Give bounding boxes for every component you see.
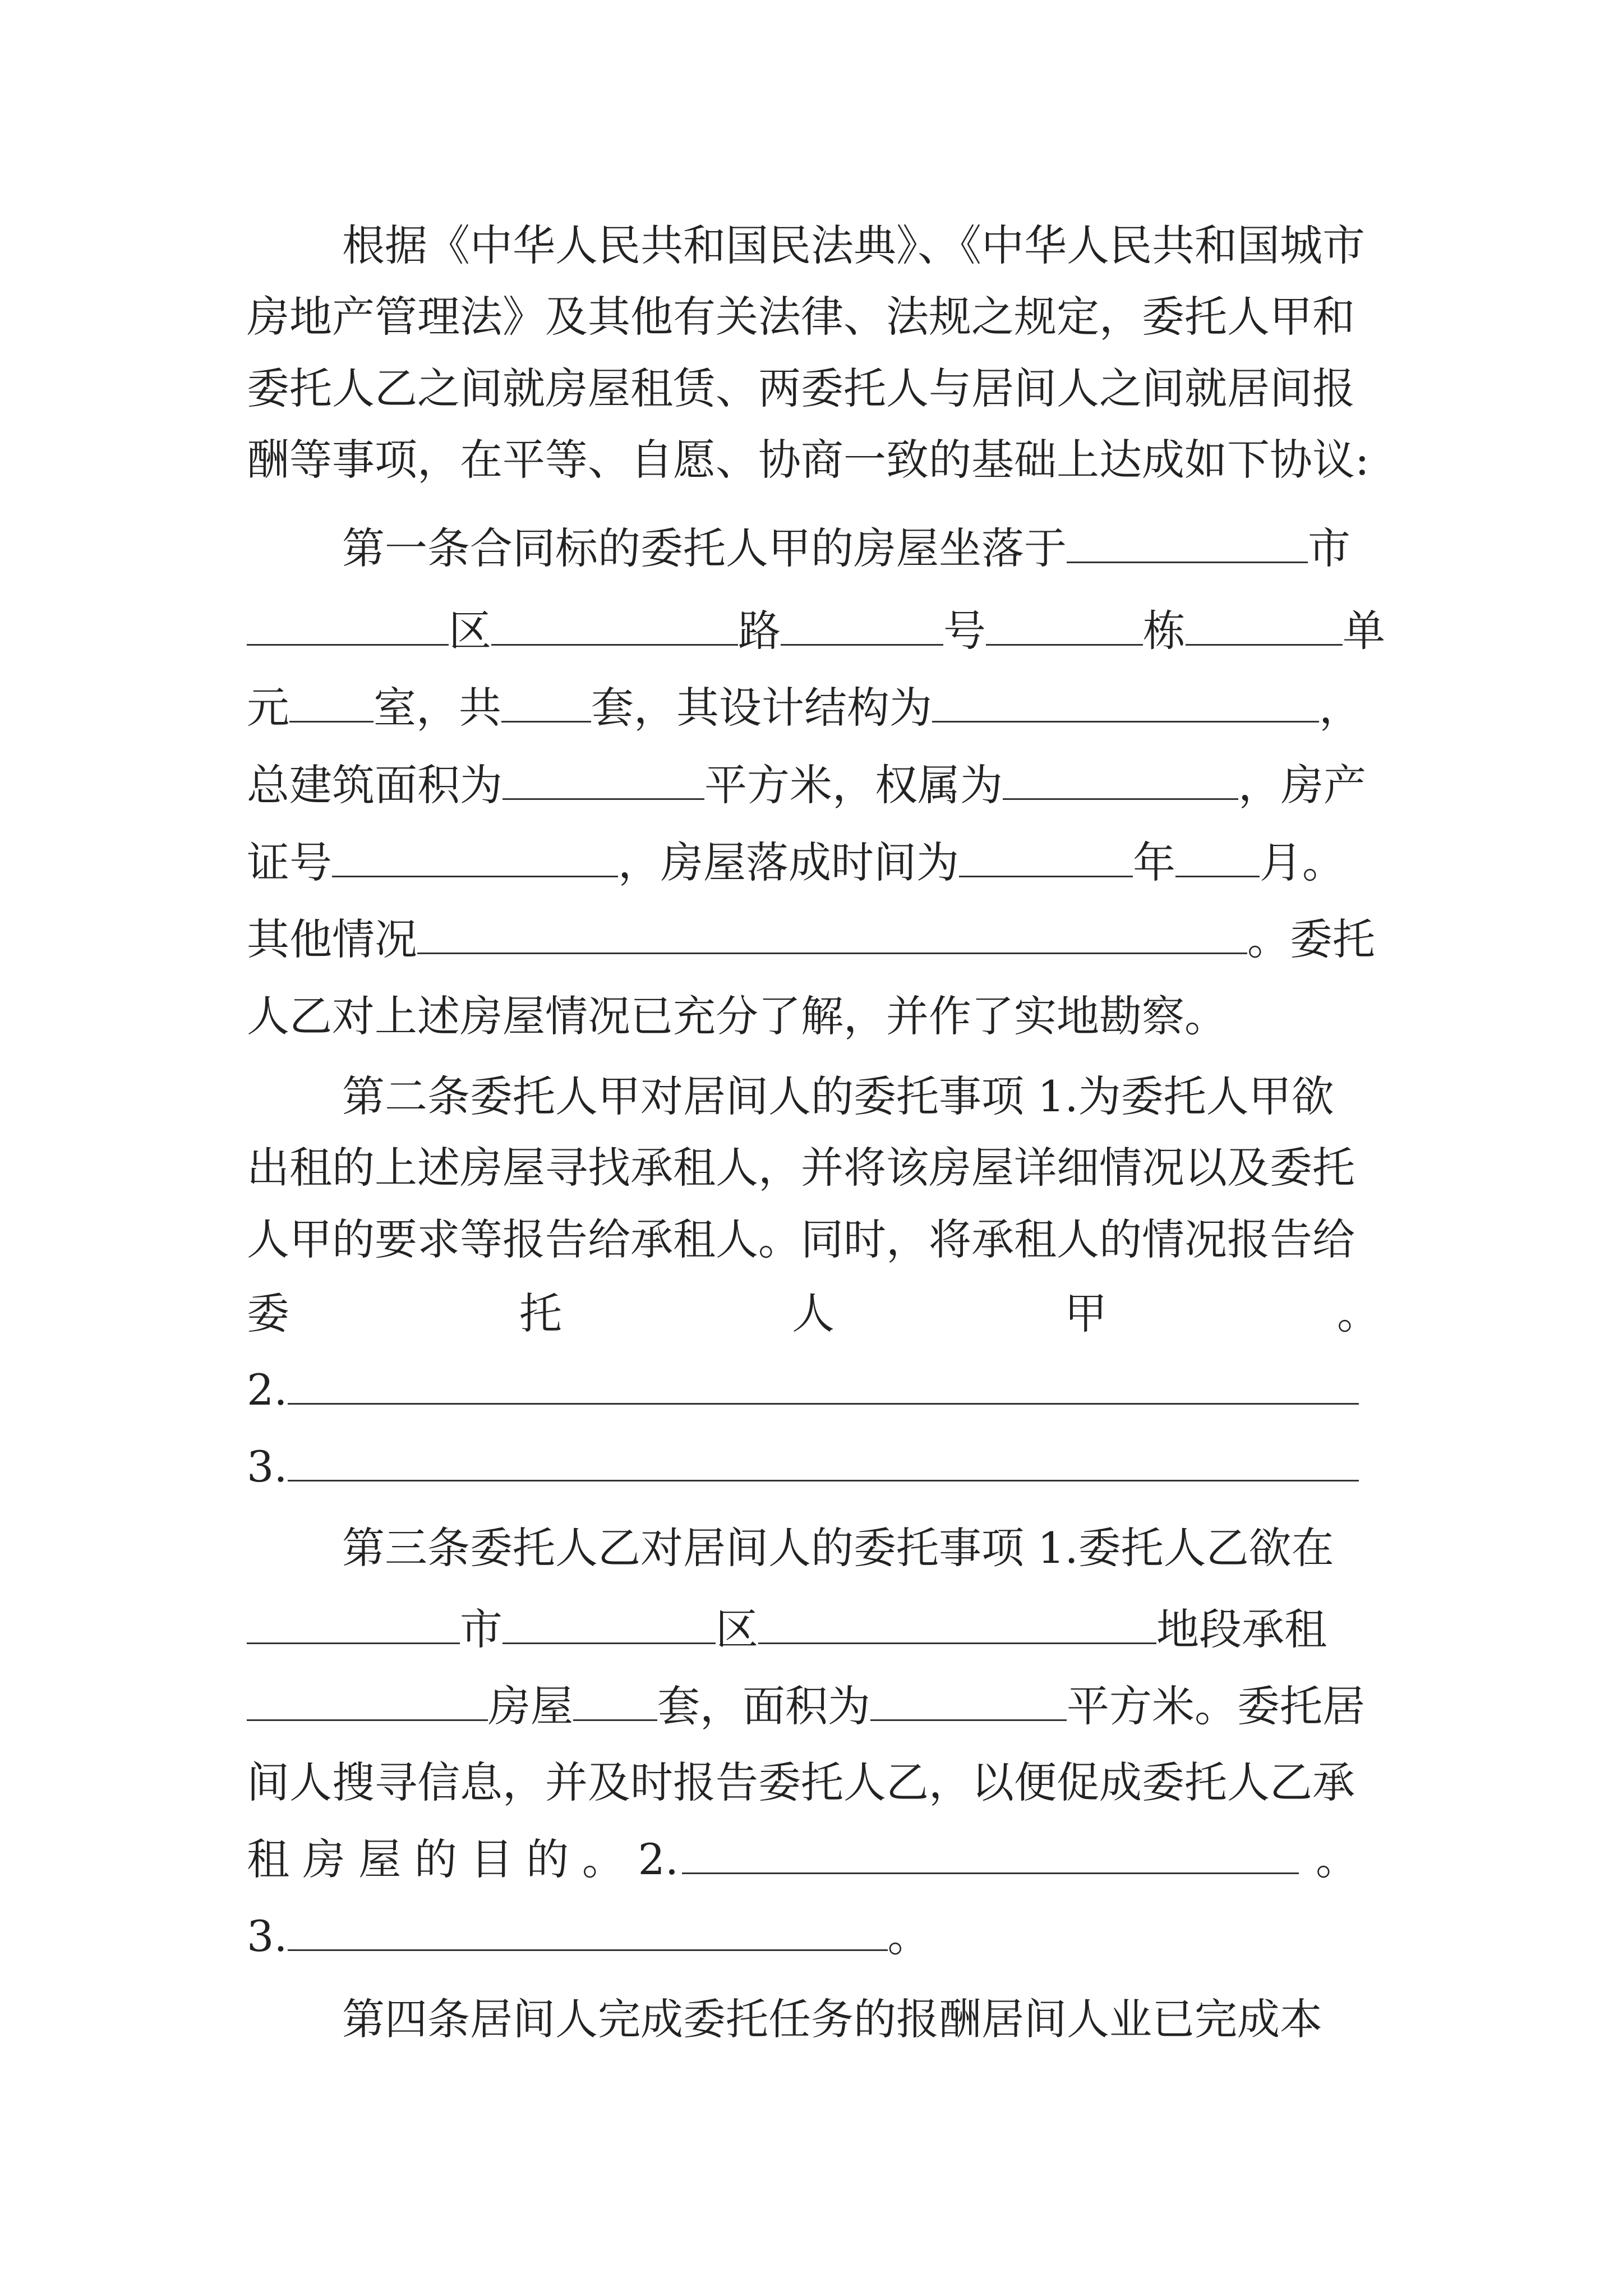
article-2-text: 出租的上述房屋寻找承租人，并将该房屋详细情况以及委托 — [247, 1143, 1355, 1193]
article-2-line-5 — [247, 1356, 1380, 1424]
preamble-line-2 — [247, 283, 1380, 351]
rent-district-blank[interactable] — [502, 1603, 716, 1644]
area-blank[interactable] — [502, 759, 704, 800]
label-cert-no: 证号 — [247, 838, 332, 887]
city-blank[interactable] — [1067, 522, 1308, 563]
spaced-char: 甲 — [1064, 1289, 1107, 1338]
preamble-text: 委托人乙之间就房屋租赁、两委托人与居间人之间就居间报 — [247, 364, 1355, 413]
spaced-char: 的 — [414, 1834, 457, 1884]
label-city: 市 — [460, 1604, 502, 1654]
spaced-char: 人 — [792, 1289, 834, 1338]
label-sqm: 平方米。委托居 — [1067, 1681, 1365, 1731]
article-2-line-2 — [247, 1134, 1380, 1202]
article-4-line-1 — [342, 1986, 1380, 2053]
label-design: 套，其设计结构为 — [591, 683, 932, 733]
article-2-text: 人甲的要求等报告给承租人。同时，将承租人的情况报告给 — [247, 1214, 1355, 1264]
label-other: 其他情况 — [247, 914, 417, 964]
article-2-line-3 — [247, 1206, 1380, 1273]
preamble-text: 酬等事项，在平等、自愿、协商一致的基础上达成如下协议: — [247, 435, 1370, 485]
label-property-cert: ，房产 — [1238, 760, 1366, 810]
spaced-text-group — [247, 1826, 679, 1893]
article-3-line-5 — [247, 1826, 1380, 1893]
article-3-text: 间人搜寻信息，并及时报告委托人乙，以便促成委托人乙承 — [247, 1757, 1355, 1807]
road-blank[interactable] — [491, 605, 738, 646]
ownership-blank[interactable] — [1003, 759, 1238, 800]
article-3-line-4 — [247, 1749, 1380, 1816]
other-info-blank[interactable] — [417, 913, 1247, 954]
item-3-label: 3. — [247, 1442, 288, 1492]
item-3-blank[interactable] — [288, 1441, 1359, 1481]
label-house: 房屋 — [488, 1681, 573, 1731]
unit-blank[interactable] — [1186, 605, 1343, 646]
article-1-line-1 — [342, 515, 1380, 582]
rent-city-blank[interactable] — [247, 1603, 460, 1644]
preamble-line-1 — [342, 212, 1380, 279]
design-structure-blank[interactable] — [932, 682, 1319, 723]
article-3-heading: 第三条委托人乙对居间人的委托事项 1.委托人乙欲在 — [342, 1523, 1334, 1573]
label-district: 区 — [449, 606, 491, 656]
article-1-line-3 — [247, 674, 1380, 742]
building-blank[interactable] — [986, 605, 1143, 646]
label-completion: ，房屋落成时间为 — [618, 838, 959, 887]
room-blank[interactable] — [289, 682, 374, 723]
rent-item-3-blank[interactable] — [288, 1910, 888, 1951]
preamble-line-3 — [247, 355, 1380, 422]
article-1-line-5 — [247, 829, 1380, 896]
rent-area-blank[interactable] — [870, 1680, 1067, 1721]
item-2-label: 2. — [247, 1365, 288, 1415]
spaced-char: 托 — [519, 1289, 562, 1338]
article-2-line-6 — [247, 1433, 1380, 1501]
label-area: 套，面积为 — [657, 1681, 870, 1731]
article-1-heading: 第一条合同标的委托人甲的房屋坐落于 — [342, 523, 1067, 573]
article-2-line-1 — [342, 1063, 1380, 1130]
spaced-char: 委 — [247, 1289, 289, 1338]
rent-item-2-blank[interactable] — [682, 1833, 1299, 1874]
article-2-line-4 — [247, 1280, 1380, 1347]
article-3-line-2 — [247, 1596, 1380, 1663]
article-1-line-7 — [247, 983, 1380, 1050]
article-1-line-6 — [247, 906, 1380, 973]
label-unit: 单 — [1343, 606, 1385, 656]
label-number: 号 — [943, 606, 986, 656]
preamble-line-4 — [247, 426, 1380, 494]
label-delegate: 。委托 — [1247, 914, 1375, 964]
article-4-heading: 第四条居间人完成委托任务的报酬居间人业已完成本 — [342, 1994, 1322, 2044]
spaced-char: 租 — [247, 1834, 289, 1884]
spaced-char: 目 — [470, 1834, 513, 1884]
label-road: 路 — [738, 606, 781, 656]
label-unit-end: 元 — [247, 683, 289, 733]
article-1-line-4 — [247, 752, 1380, 819]
label-district: 区 — [716, 1604, 758, 1654]
spaced-char: 的 — [526, 1834, 569, 1884]
number-blank[interactable] — [781, 605, 943, 646]
rent-sets-blank[interactable] — [573, 1680, 657, 1721]
label-area: 总建筑面积为 — [247, 760, 502, 810]
label-city: 市 — [1308, 523, 1350, 573]
item-2-blank[interactable] — [288, 1364, 1359, 1405]
article-1-text: 人乙对上述房屋情况已充分了解，并作了实地勘察。 — [247, 991, 1227, 1041]
label-year: 年 — [1133, 838, 1175, 887]
district-blank[interactable] — [247, 605, 449, 646]
label-location: 地段承租 — [1156, 1604, 1327, 1654]
label-building: 栋 — [1143, 606, 1186, 656]
spaced-char: 屋 — [358, 1834, 402, 1884]
house-type-blank[interactable] — [247, 1680, 488, 1721]
sets-blank[interactable] — [501, 682, 591, 723]
label-ownership: 平方米，权属为 — [704, 760, 1003, 810]
period: 。 — [1316, 1834, 1358, 1884]
preamble-text: 根据《中华人民共和国民法典》、《中华人民共和国城市 — [342, 220, 1365, 270]
cert-number-blank[interactable] — [332, 836, 618, 877]
item-3-label: 3. — [247, 1911, 288, 1961]
preamble-text: 房地产管理法》及其他有关法律、法规之规定，委托人甲和 — [247, 292, 1355, 342]
comma: ， — [1319, 683, 1362, 733]
article-3-line-1 — [342, 1515, 1380, 1582]
label-room: 室，共 — [374, 683, 501, 733]
spaced-char: 房 — [302, 1834, 345, 1884]
label-month: 月。 — [1260, 838, 1345, 887]
article-2-heading: 第二条委托人甲对居间人的委托事项 1.为委托人甲欲 — [342, 1071, 1334, 1121]
spaced-char: 2. — [638, 1834, 679, 1884]
month-blank[interactable] — [1175, 836, 1260, 877]
article-3-line-3 — [247, 1673, 1380, 1740]
spaced-char: 。 — [1337, 1289, 1380, 1338]
article-1-line-2 — [247, 597, 1385, 665]
spaced-char: 。 — [582, 1834, 625, 1884]
period: 。 — [887, 1911, 930, 1961]
rent-location-blank[interactable] — [758, 1603, 1156, 1644]
article-3-line-6 — [247, 1903, 1380, 1970]
year-blank[interactable] — [959, 836, 1133, 877]
